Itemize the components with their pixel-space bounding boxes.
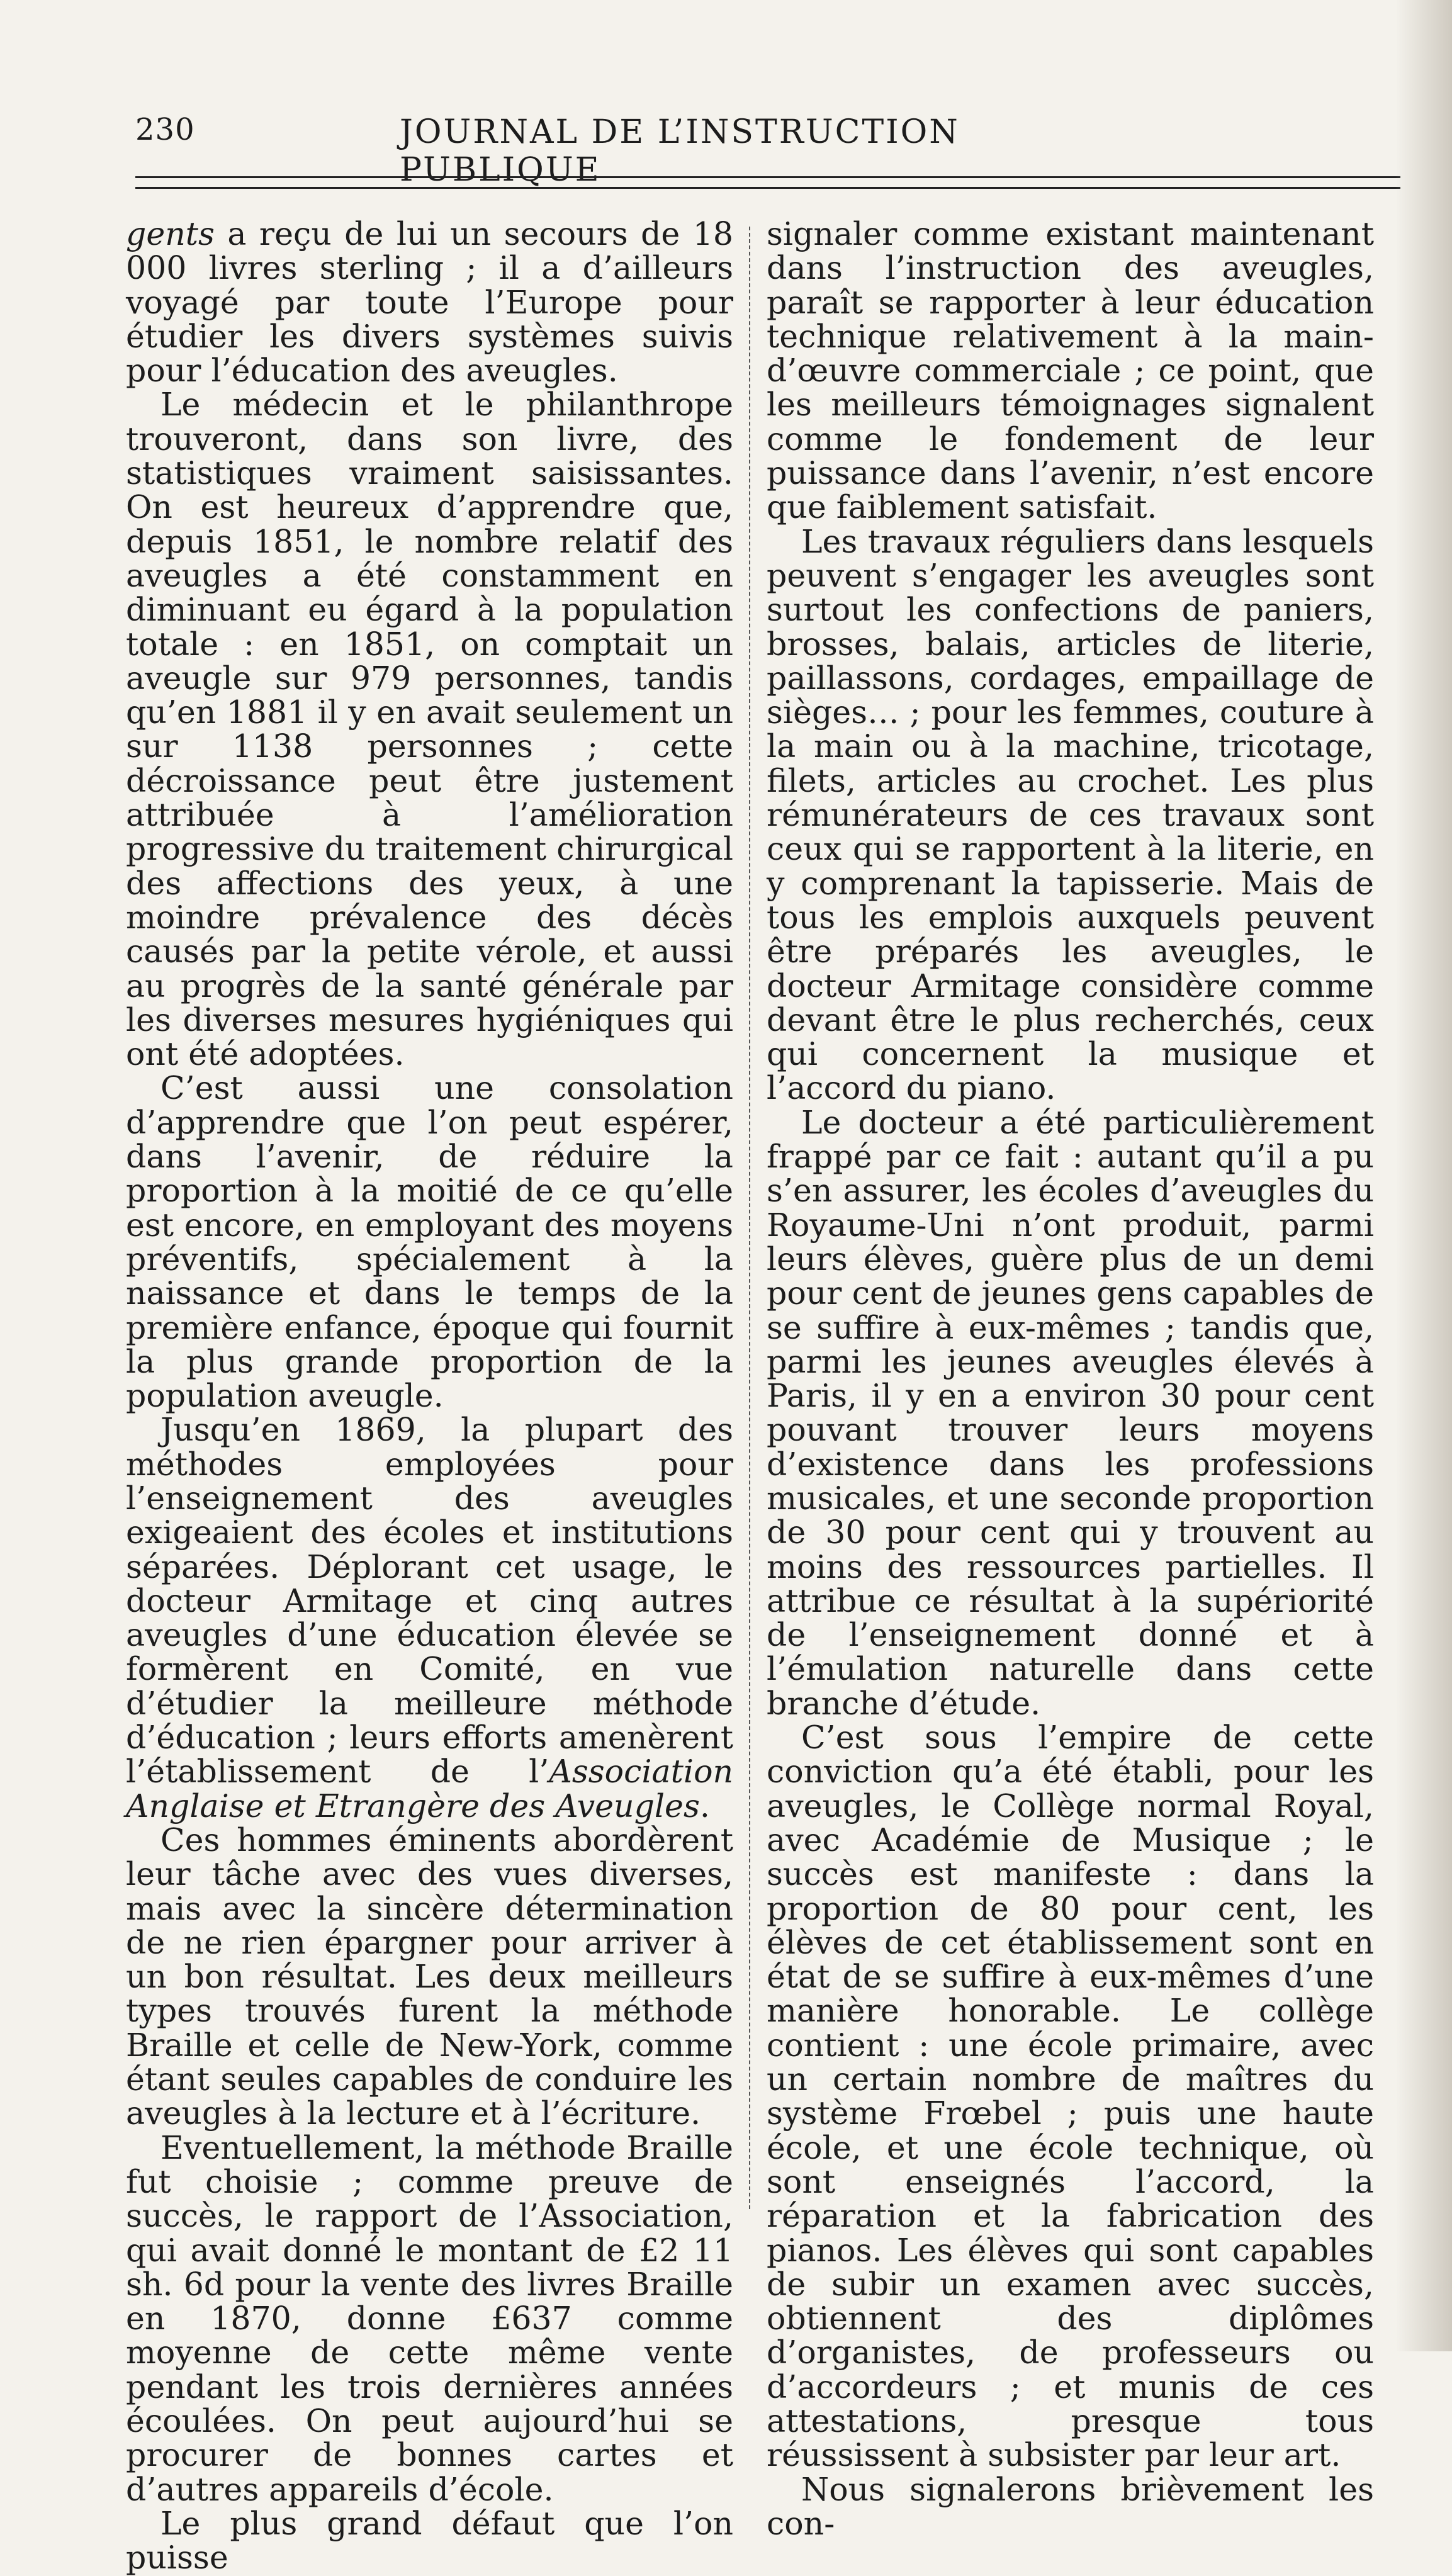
paragraph: Le plus grand défaut que l’on puisse — [126, 2504, 733, 2576]
paragraph-end: . — [699, 1787, 710, 1825]
paragraph: Nous signalerons brièvement les con- — [767, 2470, 1374, 2542]
paragraph: C’est aussi une consolation d’apprendre que l’on peut espérer, dans l’avenir, de réduire la proportion à la moitié de ce qu’elle est encore, en employant des moyens préventifs, spécialement à la naissance et dans le temps de la première enfance, époque qui fournit la plus grande proportion de la population aveugle. — [126, 1069, 733, 1415]
paragraph: Ces hommes éminents abordèrent leur tâche avec des vues diverses, mais avec la sincère détermination de ne rien épargner pour arriver à un bon résultat. Les deux meilleurs types trouvés furent la méthode Braille et celle de New-York, comme étant seules capables de conduire les aveugles à la lecture et à l’écriture. — [126, 1821, 733, 2132]
page-edge-shadow — [1395, 0, 1452, 2351]
header-double-rule — [135, 176, 1400, 189]
page-number: 230 — [135, 112, 195, 147]
right-column — [767, 217, 1374, 2541]
association-name: Association Anglaise et Etrangère des Aveugles — [126, 1753, 733, 1825]
paragraph-text: Jusqu’en 1869, la plupart des méthodes employées pour l’enseignement des aveugles exigeaient des écoles et institutions séparées. Déplorant cet usage, le docteur Armitage et cinq autres aveugles d’une éducation élevée se formèrent en Comité, en vue d’étudier la meilleure méthode d’éducation ; leurs efforts amenèrent l’établissement de l’ — [126, 1411, 733, 1791]
running-title: JOURNAL DE L’INSTRUCTION PUBLIQUE — [400, 113, 960, 189]
paragraph: Le docteur a été particulièrement frappé par ce fait : autant qu’il a pu s’en assurer, les écoles d’aveugles du Royaume-Uni n’ont produit, parmi leurs élèves, guère plus de un demi pour cent de jeunes gens capables de se suffire à eux-mêmes ; tandis que, parmi les jeunes aveugles élevés à Paris, il y en a environ 30 pour cent pouvant trouver leurs moyens d’existence dans les professions musicales, et une seconde proportion de 30 pour cent qui y trouvent au moins des ressources partielles. Il attribue ce résultat à la supériorité de l’enseignement donné et à l’émulation naturelle dans cette branche d’étude. — [767, 1103, 1374, 1722]
paragraph: signaler comme existant maintenant dans l’instruction des aveugles, paraît se rapporter à leur éducation technique relativement à la main-d’œuvre commerciale ; ce point, que les meilleurs témoignages signalent comme le fondement de leur puissance dans l’avenir, n’est encore que faiblement satisfait. — [767, 215, 1374, 526]
left-column — [126, 217, 733, 2575]
paragraph — [126, 1413, 733, 1823]
paragraph-text: gents — [126, 215, 215, 252]
column-divider — [749, 227, 750, 2209]
paragraph: Les travaux réguliers dans lesquels peuvent s’engager les aveugles sont surtout les confections de paniers, brosses, balais, articles de literie, paillassons, cordages, empaillage de sièges… ; pour les femmes, couture à la main ou à la machine, tricotage, filets, articles au crochet. Les plus rémunérateurs de ces travaux sont ceux qui se rapportent à la literie, en y comprenant la tapisserie. Mais de tous les emplois auxquels peuvent être préparés les aveugles, le docteur Armitage considère comme devant être le plus recherchés, ceux qui concernent la musique et l’accord du piano. — [767, 522, 1374, 1107]
paragraph: C’est sous l’empire de cette conviction qu’a été établi, pour les aveugles, le Collège normal Royal, avec Académie de Musique ; le succès est manifeste : dans la proportion de 80 pour cent, les élèves de cet établissement sont en état de se suffire à eux-mêmes d’une manière honorable. Le collège contient : une école primaire, avec un certain nombre de maîtres du système Frœbel ; puis une haute école, et une école technique, où sont enseignés l’accord, la réparation et la fabrication des pianos. Les élèves qui sont capables de subir un examen avec succès, obtiennent des diplômes d’organistes, de professeurs ou d’accordeurs ; et munis de ces attestations, presque tous réussissent à subsister par leur art. — [767, 1719, 1374, 2474]
paragraph: Le médecin et le philanthrope trouveront, dans son livre, des statistiques vraiment saisissantes. On est heureux d’apprendre que, depuis 1851, le nombre relatif des aveugles a été constamment en diminuant eu égard à la population totale : en 1851, on comptait un aveugle sur 979 personnes, tandis qu’en 1881 il y en avait seulement un sur 1138 personnes ; cette décroissance peut être justement attribuée à l’amélioration progressive du traitement chirurgical des affections des yeux, à une moindre prévalence des décès causés par la petite vérole, et aussi au progrès de la santé générale par les diverses mesures hygiéniques qui ont été adoptées. — [126, 386, 733, 1073]
paragraph: Eventuellement, la méthode Braille fut choisie ; comme preuve de succès, le rapport de l’Association, qui avait donné le montant de £2 11 sh. 6d pour la vente des livres Braille en 1870, donne £637 comme moyenne de cette même vente pendant les trois dernières années écoulées. On peut aujourd’hui se procurer de bonnes cartes et d’autres appareils d’école. — [126, 2129, 733, 2508]
paragraph: gents a reçu de lui un secours de 18 000 livres sterling ; il a d’ailleurs voyagé par toute l’Europe pour étudier les divers systèmes suivis pour l’éducation des aveugles. — [126, 215, 733, 390]
page-header — [135, 112, 1136, 189]
